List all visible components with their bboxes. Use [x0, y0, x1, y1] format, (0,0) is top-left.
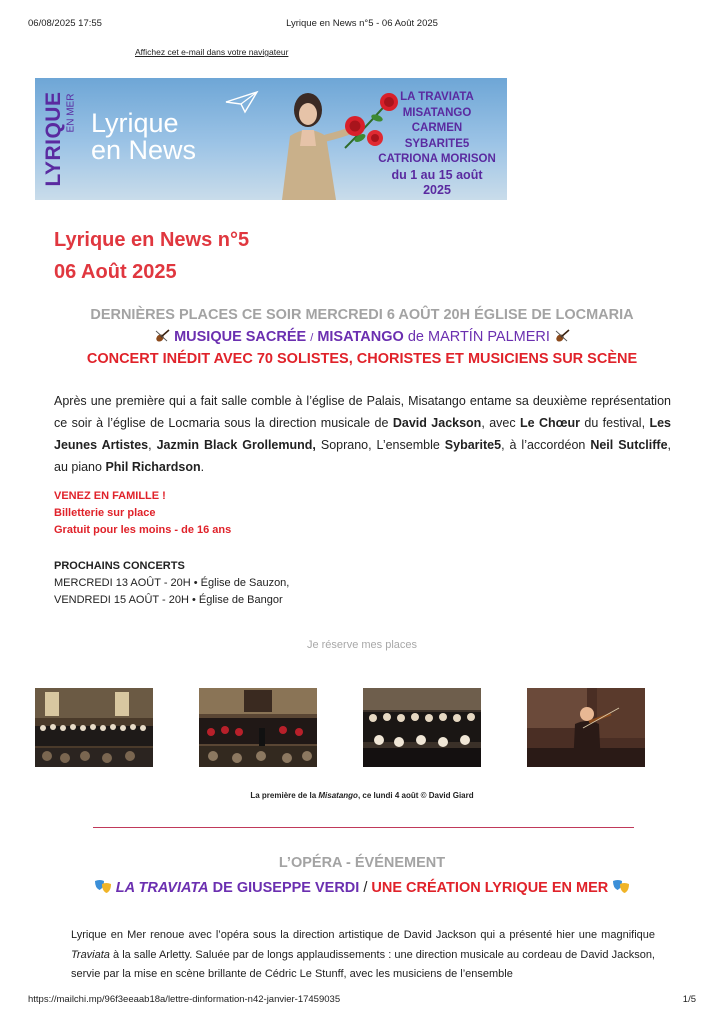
brand-small: EN MER	[65, 93, 77, 133]
next-concerts-heading: PROCHAINS CONCERTS	[54, 560, 185, 572]
free-under-16-line: Gratuit pour les moins - de 16 ans	[54, 524, 232, 536]
print-page-number: 1/5	[682, 994, 696, 1005]
print-header	[28, 18, 696, 30]
print-footer	[28, 994, 696, 1006]
verdi-label: DE GIUSEPPE VERDI	[208, 880, 360, 896]
next-concerts	[54, 558, 289, 609]
print-datetime: 06/08/2025 17:55	[28, 18, 102, 29]
theater-masks-icon	[612, 879, 630, 894]
lineup-item: LA TRAVIATA	[400, 91, 474, 103]
subtitle-separator: /	[310, 332, 314, 344]
ticketing-line: Billetterie sur place	[54, 507, 156, 519]
banner-title-line1: Lyrique	[91, 108, 179, 138]
creation-label: UNE CRÉATION LYRIQUE EN MER	[371, 880, 609, 896]
violin-icon	[154, 329, 170, 343]
issue-date: 06 Août 2025	[54, 261, 177, 283]
banner-title-line2: en News	[91, 135, 197, 165]
traviata-title: LA TRAVIATA	[115, 880, 209, 896]
soprano-name: Jazmin Black Grollemund,	[156, 438, 316, 452]
header-banner	[35, 78, 507, 200]
section1-paragraph: Après une première qui a fait salle comble à l’église de Palais, Misatango entame sa deuxième représentation ce soir à l’église de Locmaria sous la direction musicale de David Jackson, avec Le Chœur du festival, Les Jeunes Artistes, Jazmin Black Grollemund, Soprano, L’ensemble Sybarite5, à l’accordéon Neil Sutcliffe, au piano Phil Richardson.	[54, 394, 672, 474]
paper-plane-icon	[225, 90, 259, 114]
section2-paragraph: Lyrique en Mer renoue avec l’opéra sous la direction artistique de David Jackson qui a présenté hier une magnifique Traviata à la salle Arletty. Saluée par de longs applaudissements : une direction musicale au cordeau de David Jackson, servie par la mise en scène brillante de Cédric Le Stunff, avec les musiciens de l’ensemble	[71, 929, 655, 980]
section2-title	[40, 879, 684, 896]
issue-title	[54, 224, 249, 288]
young-artists: Les Jeunes Artistes	[54, 416, 671, 452]
section1-concert-line: CONCERT INÉDIT AVEC 70 SOLISTES, CHORISTES ET MUSICIENS SUR SCÈNE	[86, 351, 638, 367]
ensemble-name: Sybarite5	[444, 438, 502, 452]
concert-photo-1	[35, 688, 153, 767]
reserve-seats-link[interactable]: Je réserve mes places	[306, 639, 418, 651]
section1-heading: DERNIÈRES PLACES CE SOIR MERCREDI 6 AOÛT 20H ÉGLISE DE LOCMARIA	[90, 307, 634, 323]
section-divider	[93, 827, 634, 828]
subtitle-sacred-music: MUSIQUE SACRÉE	[174, 329, 307, 345]
lineup-item: CARMEN	[411, 122, 463, 134]
section1-subtitle	[40, 329, 684, 345]
banner-title	[91, 110, 196, 164]
brand-vertical: LYRIQUE	[42, 91, 65, 187]
theater-masks-icon	[94, 879, 112, 894]
next-concert-item: MERCREDI 13 AOÛT - 20H • Église de Sauzon,	[54, 577, 290, 589]
family-line: VENEZ EN FAMILLE !	[54, 490, 166, 502]
conductor-name: David Jackson	[392, 416, 482, 430]
family-info	[54, 488, 231, 539]
concert-photo-2	[199, 688, 317, 767]
traviata-italic: Traviata	[71, 948, 110, 961]
print-url: https://mailchi.mp/96f3eeaab18a/lettre-dinformation-n42-janvier-17459035	[28, 994, 341, 1005]
violin-icon	[554, 329, 570, 343]
piano-name: Phil Richardson	[105, 460, 201, 474]
next-concert-item: VENDREDI 15 AOÛT - 20H • Église de Bangor	[54, 594, 283, 606]
lineup-item: CATRIONA MORISON	[378, 153, 496, 165]
lineup-item: SYBARITE5	[404, 137, 470, 150]
issue-number: Lyrique en News n°5	[54, 229, 250, 251]
lineup-item: MISATANGO	[402, 106, 472, 119]
section2-heading: L’OPÉRA - ÉVÉNEMENT	[278, 855, 446, 871]
print-doc-title: Lyrique en News n°5 - 06 Août 2025	[286, 18, 438, 29]
concert-photo-4	[527, 688, 645, 767]
photo-caption: La première de la Misatango, ce lundi 4 août © David Giard	[250, 791, 474, 800]
subtitle-misatango: MISATANGO	[317, 329, 404, 345]
concert-photo-3	[363, 688, 481, 767]
choir-name: Le Chœur	[520, 416, 580, 430]
view-in-browser-link[interactable]: Affichez cet e-mail dans votre navigateur	[135, 47, 289, 57]
accordion-name: Neil Sutcliffe	[590, 438, 668, 452]
lineup-dates: du 1 au 15 août 2025	[391, 167, 483, 197]
banner-lineup	[377, 90, 497, 199]
title-separator: /	[359, 880, 372, 896]
subtitle-composer: de MARTÍN PALMERI	[407, 329, 550, 345]
